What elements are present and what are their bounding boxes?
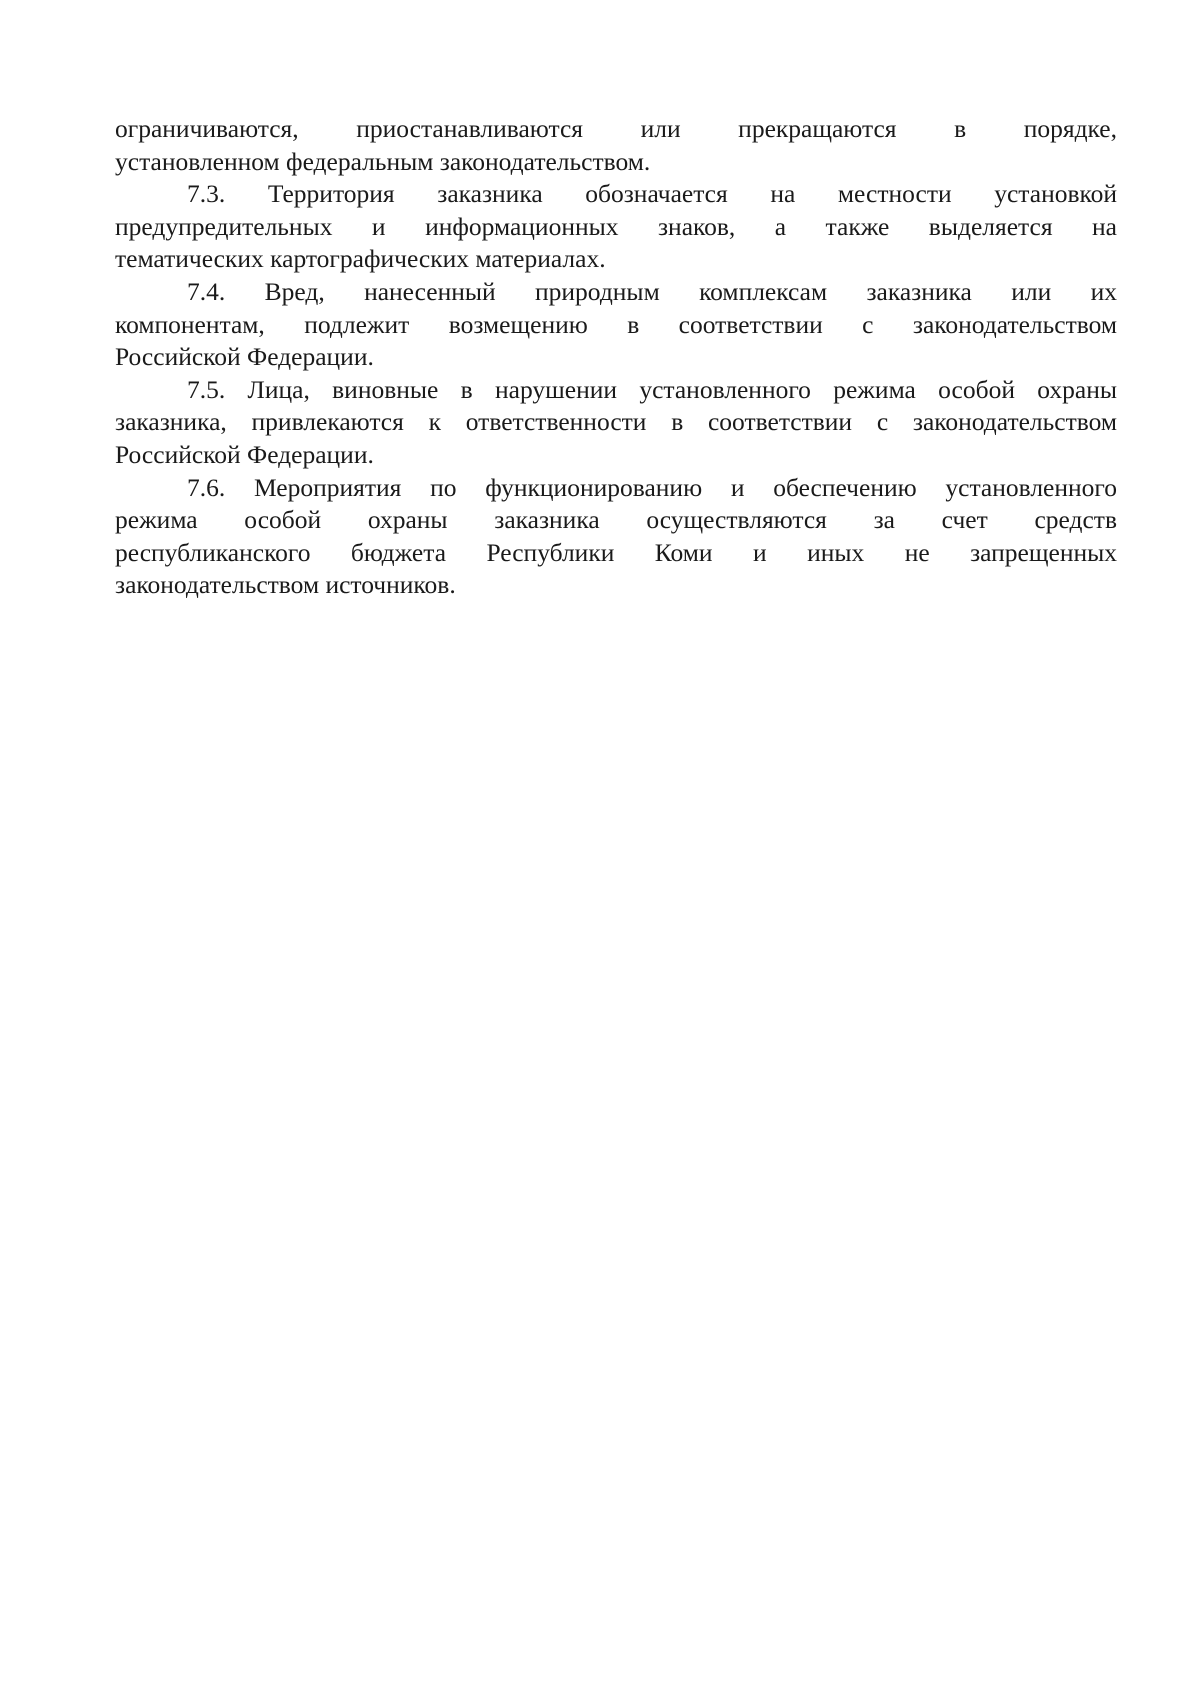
text-line: 7.6. Мероприятия по функционированию и обеспечению установленного <box>187 472 1117 502</box>
text-line: республиканского бюджета Республики Коми и иных не запрещенных <box>115 537 1117 567</box>
text-line: 7.5. Лица, виновные в нарушении установленного режима особой охраны <box>187 374 1117 404</box>
paragraph-7-5 <box>115 374 1117 472</box>
text-line: компонентам, подлежит возмещению в соответствии с законодательством <box>115 309 1117 339</box>
text-line: 7.4. Вред, нанесенный природным комплексам заказника или их <box>187 276 1117 306</box>
paragraph-7-6 <box>115 472 1117 602</box>
text-line: тематических картографических материалах. <box>115 244 606 274</box>
text-line: законодательством источников. <box>115 570 456 600</box>
text-line: Российской Федерации. <box>115 342 374 372</box>
document-body <box>115 113 1117 602</box>
text-line: режима особой охраны заказника осуществляются за счет средств <box>115 505 1117 535</box>
text-line: ограничиваются, приостанавливаются или прекращаются в порядке, <box>115 114 1117 143</box>
text-line: предупредительных и информационных знаков, а также выделяется на <box>115 211 1117 241</box>
paragraph-7-3 <box>115 178 1117 276</box>
text-line: заказника, привлекаются к ответственности в соответствии с законодательством <box>115 407 1117 437</box>
text-line: Российской Федерации. <box>115 439 374 469</box>
text-line: 7.3. Территория заказника обозначается на местности установкой <box>187 179 1117 209</box>
paragraph-7-4 <box>115 276 1117 374</box>
text-line: установленном федеральным законодательством. <box>115 146 651 176</box>
paragraph-7-2-continuation <box>115 113 1117 178</box>
